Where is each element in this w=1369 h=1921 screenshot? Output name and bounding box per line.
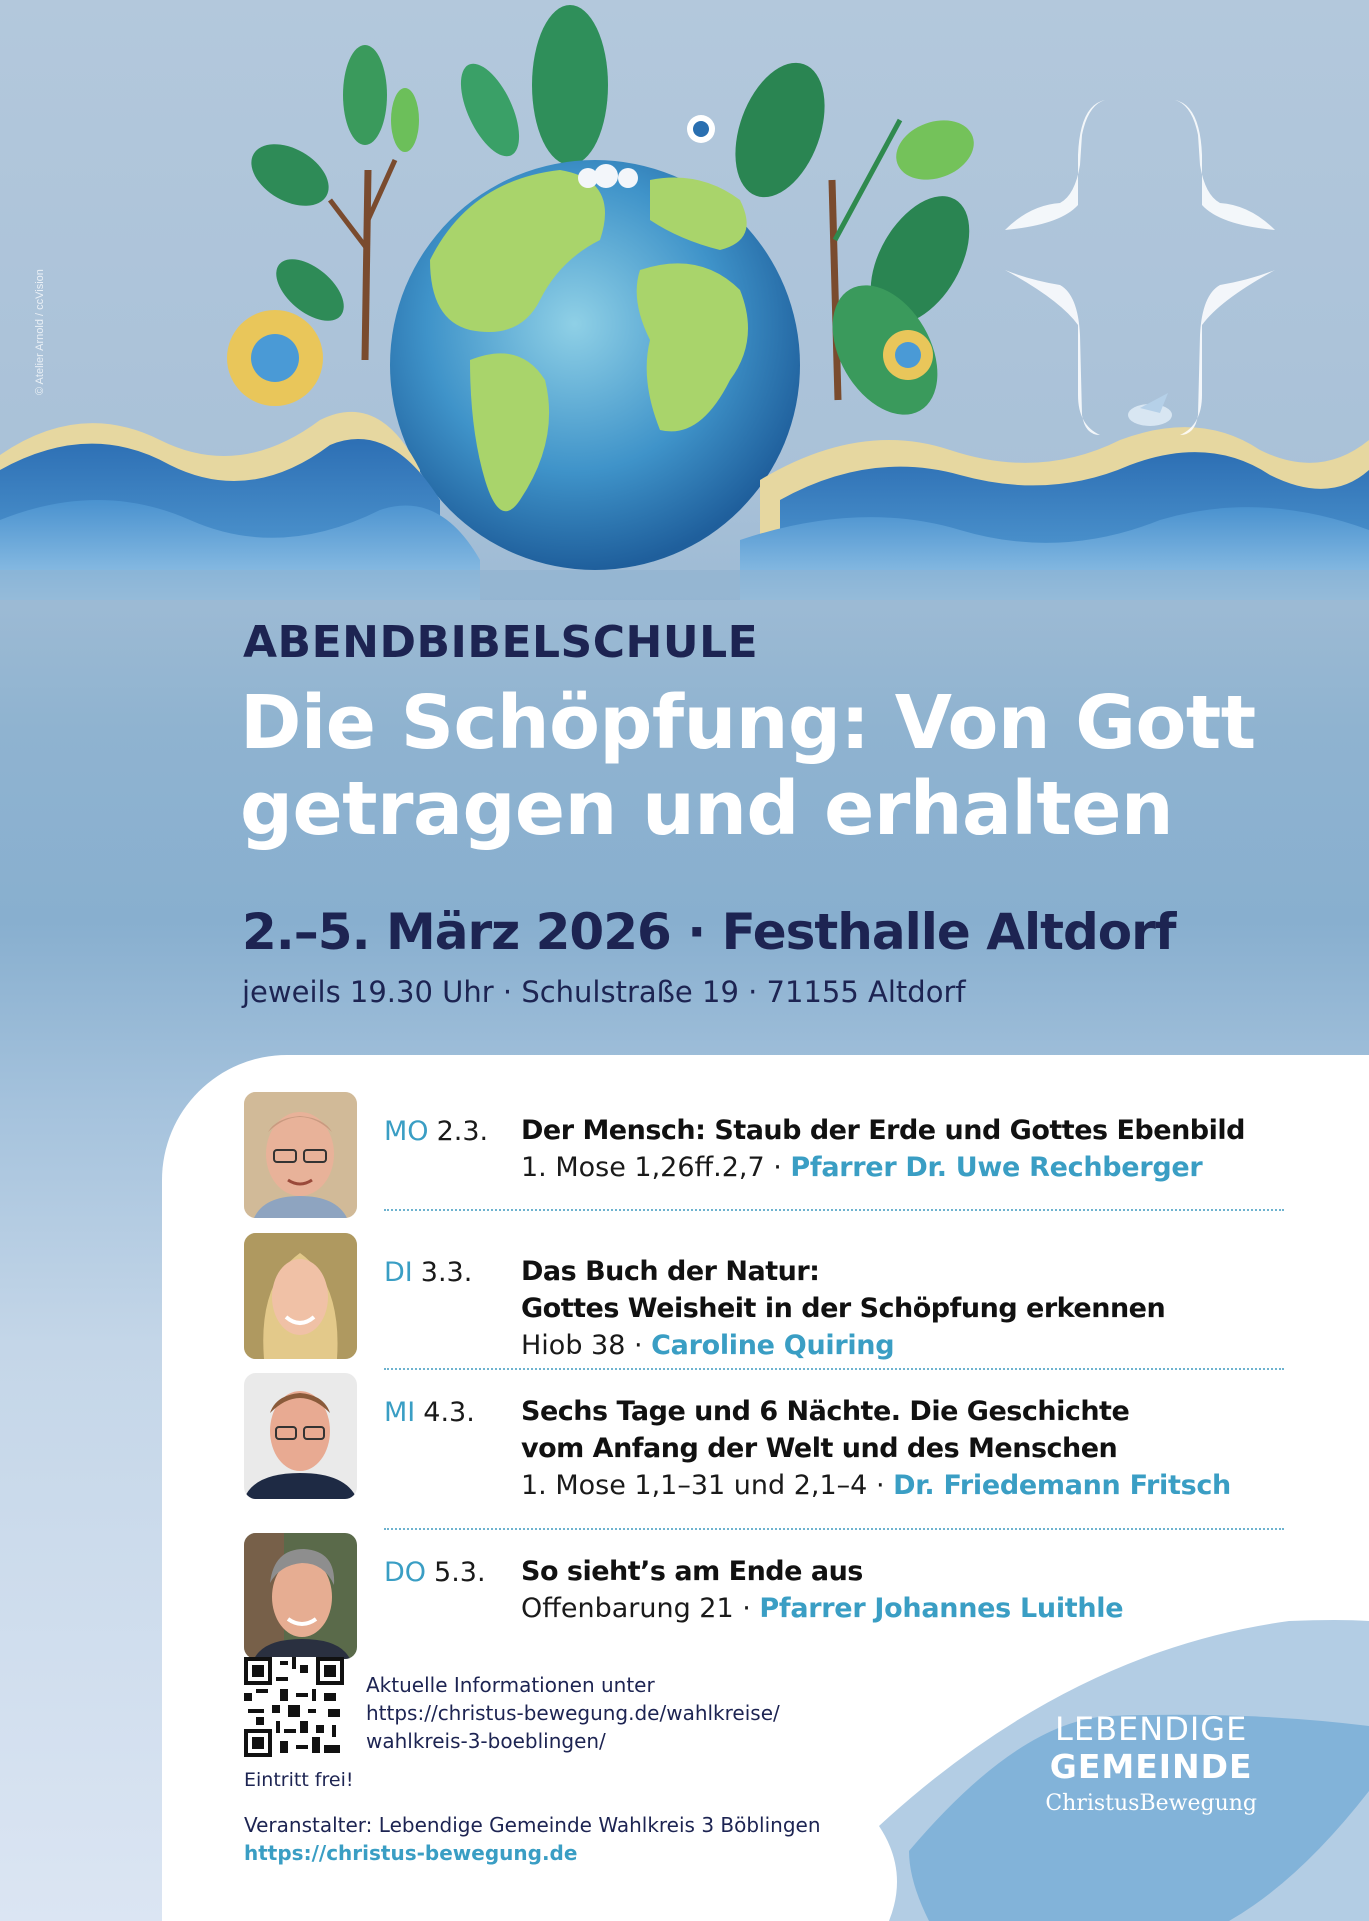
hero-illustration [0,0,1369,600]
qr-code-icon[interactable] [244,1657,344,1757]
bible-reference: Offenbarung 21 · [521,1593,760,1624]
info-text: Aktuelle Informationen unter https://christus-bewegung.de/wahlkreise/ wahlkreis-3-boeblingen/ [366,1671,866,1755]
session-day: MI 4.3. [384,1397,475,1428]
title-line-2: getragen und erhalten [240,766,1174,852]
event-title [240,680,1340,852]
organizer-link[interactable]: https://christus-bewegung.de [244,1841,578,1865]
session-title: So sieht’s am Ende aus [521,1556,863,1587]
brand-logo: LEBENDIGE GEMEINDE ChristusBewegung [1045,1710,1257,1816]
session-title: vom Anfang der Welt und des Menschen [521,1433,1118,1464]
session-info [521,1553,1281,1627]
bible-reference: Hiob 38 · [521,1330,652,1361]
program-panel [162,1055,1369,1921]
session-day: DO 5.3. [384,1557,486,1588]
speaker-name: Pfarrer Johannes Luithle [759,1593,1124,1624]
speaker-photo [244,1533,357,1659]
speaker-name: Pfarrer Dr. Uwe Rechberger [790,1152,1203,1183]
session-info [521,1253,1281,1364]
cross-icon [1000,95,1280,440]
info-url[interactable]: https://christus-bewegung.de/wahlkreise/ [366,1701,780,1725]
event-time-address: jeweils 19.30 Uhr · Schulstraße 19 · 71155 Altdorf [242,975,966,1009]
session-title: Der Mensch: Staub der Erde und Gottes Ebenbild [521,1115,1245,1146]
divider [384,1209,1284,1211]
dove-icon [1128,393,1172,426]
image-credit: © Atelier Arnold / ccVision [34,269,46,395]
bible-reference: 1. Mose 1,26ff.2,7 · [521,1152,791,1183]
session-day: DI 3.3. [384,1257,473,1288]
session-info [521,1393,1281,1504]
speaker-photo [244,1373,357,1499]
title-line-1: Die Schöpfung: Von Gott [240,680,1256,766]
session-info [521,1112,1281,1186]
sunflower-left [227,310,323,406]
speaker-photo [244,1233,357,1359]
speaker-name: Caroline Quiring [651,1330,895,1361]
sunflower-right [883,330,933,380]
event-series-label: ABENDBIBELSCHULE [243,617,759,668]
admission-note: Eintritt frei! [244,1769,354,1791]
divider [384,1528,1284,1530]
bible-reference: 1. Mose 1,1–31 und 2,1–4 · [521,1470,894,1501]
speaker-name: Dr. Friedemann Fritsch [893,1470,1231,1501]
session-title: Sechs Tage und 6 Nächte. Die Geschichte [521,1396,1130,1427]
session-title: Gottes Weisheit in der Schöpfung erkennen [521,1293,1166,1324]
divider [384,1368,1284,1370]
event-date-location: 2.–5. März 2026 · Festhalle Altdorf [242,903,1176,961]
info-url-continued[interactable]: wahlkreis-3-boeblingen/ [366,1729,606,1753]
speaker-photo [244,1092,357,1218]
session-day: MO 2.3. [384,1116,489,1147]
organizer-info: Veranstalter: Lebendige Gemeinde Wahlkreis 3 Böblingen https://christus-bewegung.de [244,1811,884,1867]
session-title: Das Buch der Natur: [521,1256,820,1287]
